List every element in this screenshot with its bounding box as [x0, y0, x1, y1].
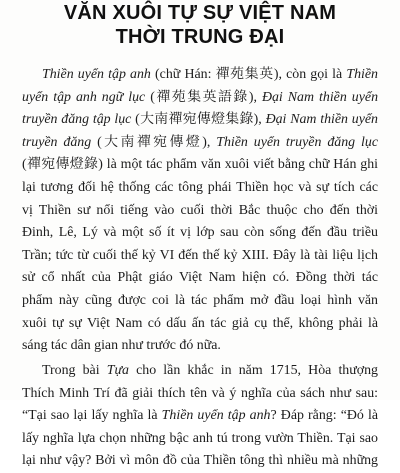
work-title: Thiền uyển tập anh: [161, 408, 271, 424]
paragraph-1-line-10: sử cổ nhất của Phật giáo Việt Nam hiện có. Đồng thời tác: [22, 270, 378, 286]
work-title: uyển tập anh ngữ lục: [22, 89, 146, 105]
paragraph-1-line-6: lại tương đối hệ thống các tông phái Thiền học và sự tích các: [22, 180, 378, 195]
text-run: (大南禪宛傳燈集錄),: [131, 112, 266, 128]
paragraph-1-line-4: [22, 132, 378, 155]
work-title: truyền đăng: [22, 134, 92, 150]
text-run: ? Đáp rằng: “Đó là: [270, 408, 379, 424]
chapter-title-line-1: VĂN XUÔI TỰ SỰ VIỆT NAM: [63, 2, 337, 24]
text-run: “Tại sao lại lấy nghĩa là: [22, 408, 162, 424]
chapter-title-line-2: THỜI TRUNG ĐẠI: [115, 26, 285, 48]
paragraph-2-line-3: [22, 405, 378, 428]
text-run: (chữ Hán: 禪苑集英), còn gọi là: [150, 67, 347, 82]
work-title: truyền đăng tập lục: [22, 112, 132, 128]
work-title: Tựa: [106, 363, 129, 378]
paragraph-2-line-1: [42, 360, 378, 383]
paragraph-1-line-2: [22, 87, 378, 110]
work-title: Thiền: [346, 67, 378, 82]
paragraph-2-line-5: lại như vậy? Bởi vì môn đồ của Thiền tông thì nhiều mà những: [22, 453, 378, 469]
work-title: Đại Nam thiền uyển: [261, 89, 379, 105]
text-run: Trong bài: [42, 363, 107, 378]
text-run: (大南禪宛傳燈),: [91, 134, 217, 150]
text-run: (禪苑集英語錄),: [145, 89, 262, 105]
paragraph-1-line-1: [42, 64, 378, 87]
work-title: Thiền uyển tập anh: [42, 67, 151, 82]
paragraph-1-line-5: (禪宛傳燈錄) là một tác phẩm văn xuôi viết bằng chữ Hán ghi: [22, 157, 378, 173]
work-title: Thiền uyển truyền đăng lục: [216, 134, 378, 150]
work-title: Đại Nam thiền uyển: [265, 112, 379, 128]
paragraph-1-line-7: vị Thiền sư nổi tiếng vào cuối thời Bắc thuộc cho đến thời: [22, 202, 378, 218]
paragraph-1-line-8: Đinh, Lê, Lý và một số ít vị lớp sau còn sống đến đầu triều: [22, 225, 378, 241]
text-run: cho lần khắc in năm 1715, Hòa thượng: [128, 363, 379, 378]
paragraph-1-line-9: Trần; tức từ cuối thế kỷ VI đến thế kỷ XIII. Đây là tài liệu lịch: [22, 247, 378, 263]
paragraph-1-line-12: xuôi tự sự Việt Nam có dấu ấn tác giả cụ thể, không phải là: [22, 315, 378, 331]
paragraph-1-line-3: [22, 109, 378, 132]
paragraph-1-line-13: sáng tác dân gian như trước đó nữa.: [22, 338, 221, 354]
paragraph-2-line-4: lấy nghĩa lựa chọn những bậc anh tú trong vườn Thiền. Tại sao: [22, 430, 378, 446]
paragraph-1-line-11: phẩm này cũng được coi là tác phẩm mở đầu loại hình văn: [22, 293, 378, 308]
paragraph-2-line-2: Thích Minh Trí đã giải thích tên và ý nghĩa của sách như sau:: [22, 385, 378, 401]
